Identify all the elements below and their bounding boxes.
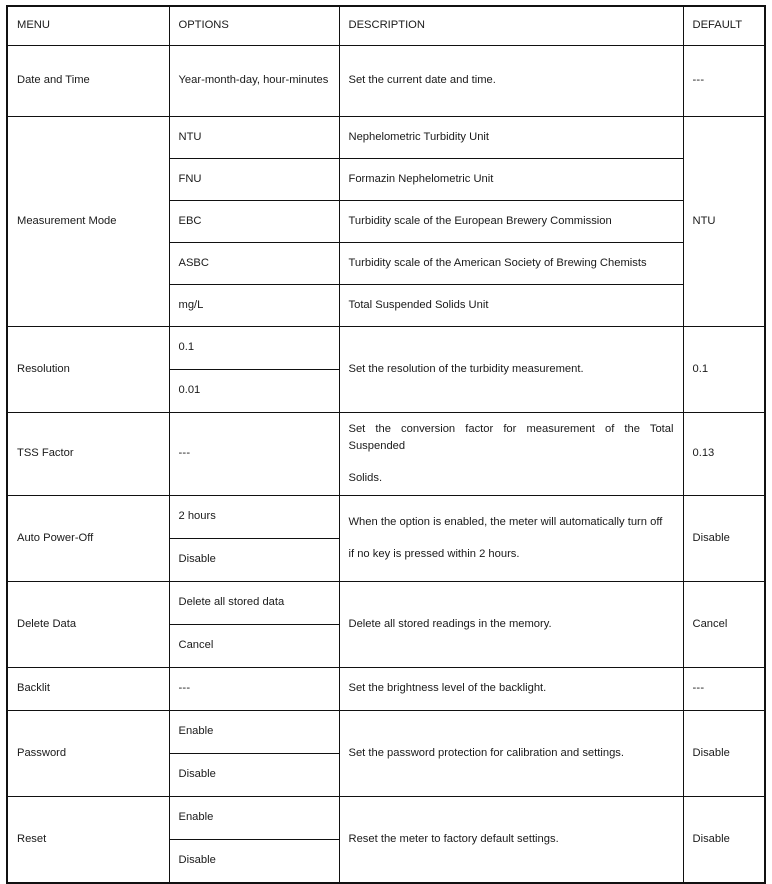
description-text: Turbidity scale of the American Society of Brewing Chemists bbox=[348, 256, 647, 269]
default-value: Disable bbox=[692, 832, 730, 845]
option-label: Enable bbox=[178, 725, 214, 738]
row-menu-password bbox=[7, 711, 169, 797]
option-label: Delete all stored data bbox=[178, 596, 285, 609]
column-header-options bbox=[169, 6, 339, 46]
row-options-measurement-mode-asbc bbox=[169, 243, 339, 285]
option-label: --- bbox=[178, 682, 191, 695]
description-text: Formazin Nephelometric Unit bbox=[348, 172, 494, 185]
menu-label: Resolution bbox=[17, 362, 70, 375]
row-options-tss-factor bbox=[169, 413, 339, 496]
description-text: Delete all stored readings in the memory. bbox=[348, 617, 552, 630]
option-label: 0.01 bbox=[178, 384, 201, 397]
column-header-menu-label: MENU bbox=[17, 19, 50, 32]
table-row bbox=[7, 668, 765, 711]
option-label: FNU bbox=[178, 172, 202, 185]
default-value: NTU bbox=[692, 214, 716, 227]
row-menu-date-and-time bbox=[7, 46, 169, 117]
description-text: Set the resolution of the turbidity measurement. bbox=[348, 362, 584, 375]
row-default-date-and-time bbox=[683, 46, 765, 117]
column-header-description-label: DESCRIPTION bbox=[348, 19, 425, 32]
description-paragraph: if no key is pressed within 2 hours. bbox=[348, 547, 520, 560]
description-paragraph: Solids. bbox=[348, 471, 383, 484]
row-menu-resolution bbox=[7, 327, 169, 413]
table-row bbox=[7, 46, 765, 117]
row-description-measurement-mode-mgl bbox=[339, 285, 683, 327]
description-paragraph: Set the conversion factor for measurement of the Total Suspended bbox=[348, 422, 674, 453]
row-options-auto-power-off-disable bbox=[169, 539, 339, 582]
menu-label: Measurement Mode bbox=[17, 214, 117, 227]
row-options-resolution-01 bbox=[169, 327, 339, 370]
row-options-reset-disable bbox=[169, 840, 339, 884]
option-label: NTU bbox=[178, 130, 202, 143]
option-label: Disable bbox=[178, 553, 216, 566]
table-row bbox=[7, 711, 765, 754]
description-text: Set the brightness level of the backlight. bbox=[348, 682, 547, 695]
column-header-default bbox=[683, 6, 765, 46]
table-row bbox=[7, 582, 765, 625]
option-label: ASBC bbox=[178, 256, 209, 269]
row-options-auto-power-off-2-hours bbox=[169, 496, 339, 539]
row-default-tss-factor bbox=[683, 413, 765, 496]
row-menu-delete-data bbox=[7, 582, 169, 668]
row-description-measurement-mode-ntu bbox=[339, 117, 683, 159]
menu-label: Auto Power-Off bbox=[17, 531, 94, 544]
table-header-row bbox=[7, 6, 765, 46]
default-value: --- bbox=[692, 682, 705, 695]
menu-label: TSS Factor bbox=[17, 447, 74, 460]
column-header-menu bbox=[7, 6, 169, 46]
description-text: Set the current date and time. bbox=[348, 74, 496, 87]
description-text: Nephelometric Turbidity Unit bbox=[348, 130, 490, 143]
menu-label: Delete Data bbox=[17, 617, 77, 630]
description-text: Turbidity scale of the European Brewery Commission bbox=[348, 214, 612, 227]
menu-label: Reset bbox=[17, 832, 47, 845]
row-description-auto-power-off bbox=[339, 496, 683, 582]
row-options-delete-data-cancel bbox=[169, 625, 339, 668]
row-description-date-and-time bbox=[339, 46, 683, 117]
row-options-resolution-001 bbox=[169, 370, 339, 413]
option-label: Disable bbox=[178, 854, 216, 867]
option-label: 0.1 bbox=[178, 341, 195, 354]
row-default-measurement-mode bbox=[683, 117, 765, 327]
row-options-measurement-mode-ntu bbox=[169, 117, 339, 159]
default-value: Cancel bbox=[692, 617, 728, 630]
table-row bbox=[7, 327, 765, 370]
default-value: Disable bbox=[692, 531, 730, 544]
row-description-measurement-mode-ebc bbox=[339, 201, 683, 243]
option-label: EBC bbox=[178, 214, 202, 227]
row-options-measurement-mode-ebc bbox=[169, 201, 339, 243]
row-options-backlit bbox=[169, 668, 339, 711]
row-description-delete-data bbox=[339, 582, 683, 668]
row-description-reset bbox=[339, 797, 683, 884]
description-text: Reset the meter to factory default settings. bbox=[348, 832, 559, 845]
row-default-backlit bbox=[683, 668, 765, 711]
default-value: --- bbox=[692, 74, 705, 87]
menu-label: Backlit bbox=[17, 682, 50, 695]
menu-label: Date and Time bbox=[17, 74, 90, 87]
table-row bbox=[7, 117, 765, 159]
menu-label: Password bbox=[17, 746, 67, 759]
row-options-reset-enable bbox=[169, 797, 339, 840]
default-value: Disable bbox=[692, 746, 730, 759]
row-options-password-disable bbox=[169, 754, 339, 797]
row-menu-reset bbox=[7, 797, 169, 884]
row-options-measurement-mode-mgl bbox=[169, 285, 339, 327]
table-row bbox=[7, 496, 765, 539]
option-label: Year-month-day, hour-minutes bbox=[178, 74, 329, 87]
column-header-description bbox=[339, 6, 683, 46]
row-menu-backlit bbox=[7, 668, 169, 711]
row-options-measurement-mode-fnu bbox=[169, 159, 339, 201]
row-description-backlit bbox=[339, 668, 683, 711]
description-text: Set the password protection for calibration and settings. bbox=[348, 746, 624, 759]
menu-settings-table bbox=[6, 5, 766, 884]
option-label: Enable bbox=[178, 811, 214, 824]
row-default-auto-power-off bbox=[683, 496, 765, 582]
row-menu-measurement-mode bbox=[7, 117, 169, 327]
row-description-password bbox=[339, 711, 683, 797]
default-value: 0.13 bbox=[692, 447, 715, 460]
option-label: Disable bbox=[178, 768, 216, 781]
description-text bbox=[340, 508, 683, 569]
option-label: 2 hours bbox=[178, 510, 216, 523]
column-header-options-label: OPTIONS bbox=[178, 19, 229, 32]
default-value: 0.1 bbox=[692, 362, 709, 375]
column-header-default-label: DEFAULT bbox=[692, 19, 743, 32]
table-row bbox=[7, 413, 765, 496]
row-default-delete-data bbox=[683, 582, 765, 668]
row-menu-auto-power-off bbox=[7, 496, 169, 582]
option-label: mg/L bbox=[178, 298, 204, 311]
row-menu-tss-factor bbox=[7, 413, 169, 496]
row-default-reset bbox=[683, 797, 765, 884]
table-row bbox=[7, 797, 765, 840]
description-paragraph: When the option is enabled, the meter will automatically turn off bbox=[348, 516, 663, 529]
row-options-delete-all-stored-data bbox=[169, 582, 339, 625]
row-description-tss-factor bbox=[339, 413, 683, 496]
row-description-measurement-mode-asbc bbox=[339, 243, 683, 285]
row-options-password-enable bbox=[169, 711, 339, 754]
row-description-measurement-mode-fnu bbox=[339, 159, 683, 201]
row-default-resolution bbox=[683, 327, 765, 413]
row-options-date-and-time bbox=[169, 46, 339, 117]
row-description-resolution bbox=[339, 327, 683, 413]
option-label: Cancel bbox=[178, 639, 214, 652]
description-text bbox=[340, 415, 683, 493]
row-default-password bbox=[683, 711, 765, 797]
option-label: --- bbox=[178, 447, 191, 460]
description-text: Total Suspended Solids Unit bbox=[348, 298, 489, 311]
